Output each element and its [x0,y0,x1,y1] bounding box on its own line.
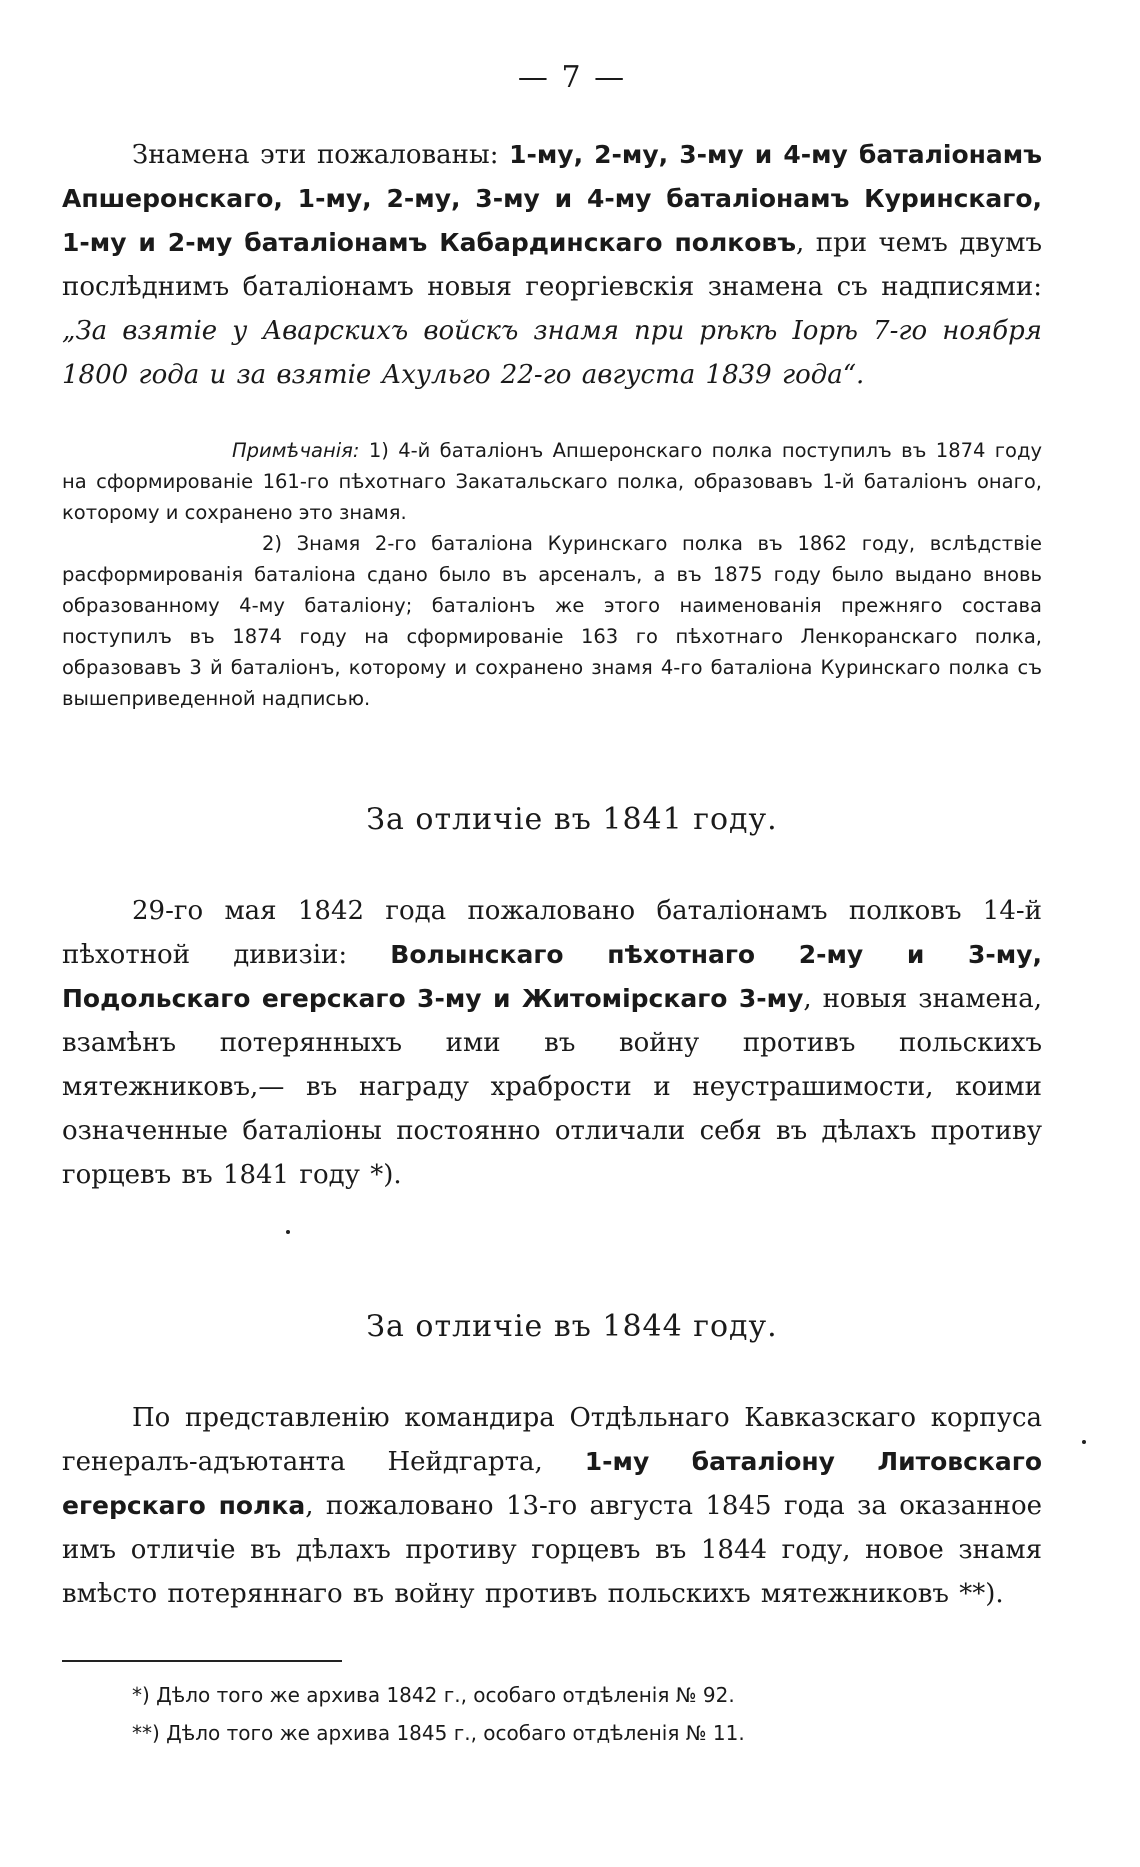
text: Знамена эти пожалованы: [132,140,510,170]
text: , новыя знамена, взамѣнъ потерянныхъ ими въ войну противъ польскихъ мятежниковъ,— въ награду храбрости и неустрашимости, коими означенные баталіоны постоянно отличали себя въ дѣлахъ противу горцевъ въ 1841 году *). [62,984,1043,1190]
page-number: — 7 — [517,60,627,95]
note-2: 2) Знамя 2-го баталіона Куринскаго полка въ 1862 году, вслѣдствіе расформированія баталіона сдано было въ арсеналъ, а въ 1875 году было выдано вновь образованному 4-му баталіону; баталіонъ же этого наименованія прежняго состава поступилъ въ 1874 году на сформированіе 163 го пѣхотнаго Ленкоранскаго полка, образовавъ 3 й баталіонъ, которому и сохранено знамя 4-го баталіона Куринскаго полка съ вышеприведенной надписью. [62,532,1042,710]
footnotes [132,1676,1042,1752]
section-heading-1841: За отличіе въ 1841 году. [366,802,778,837]
section-heading-1844: За отличіе въ 1844 году. [366,1309,778,1344]
text: 29-го мая 1842 года пожаловано баталіонамъ полковъ 14-й пѣхотной дивизіи: [62,896,1042,970]
bold-battalion: 1-му баталіону Литовскаго егерскаго полка [62,1447,1042,1520]
bold-regiments: Волынскаго пѣхотнаго 2-му и 3-му, Подольскаго егерскаго 3-му и Житомірскаго 3-му [62,940,1042,1013]
footnote-2: **) Дѣло того же архива 1845 г., особаго отдѣленія № 11. [132,1721,745,1745]
stray-ink-dot [286,1230,290,1234]
text: По представленію командира Отдѣльнаго Кавказскаго корпуса генералъ-адъютанта Нейдгарта, [62,1403,1042,1477]
text: , при чемъ двумъ послѣднимъ баталіонамъ новыя георгіевскія знамена съ надписями: [62,228,1042,302]
inscription-quote: „За взятіе у Аварскихъ войскъ знамя при рѣкѣ Іорѣ 7-го ноября 1800 года и за взятіе Ахульго 22-го августа 1839 года“. [62,316,1042,390]
paragraph-banners-granted [62,133,1042,397]
note-1 [62,435,1042,528]
footnote-divider [62,1660,342,1662]
text: , пожаловано 13-го августа 1845 года за оказанное имъ отличіе въ дѣлахъ противу горцевъ въ 1844 году, новое знамя вмѣсто потеряннаго въ войну противъ польскихъ мятежниковъ **). [62,1491,1042,1609]
paragraph-1841 [62,889,1042,1197]
document-page [62,60,1042,1752]
notes-label: Примѣчанія: [232,439,360,462]
bold-units: 1-му, 2-му, 3-му и 4-му баталіонамъ Апшеронскаго, 1-му, 2-му, 3-му и 4-му баталіонамъ Куринскаго, 1-му и 2-му баталіонамъ Кабардинскаго полковъ [62,140,1042,257]
stray-ink-dot [1082,1440,1086,1444]
paragraph-1844 [62,1396,1042,1616]
notes-block [62,435,1042,714]
note-1-text: 1) 4-й баталіонъ Апшеронскаго полка поступилъ въ 1874 году на сформированіе 161-го пѣхотнаго Закатальскаго полка, образовавъ 1-й баталіонъ онаго, которому и сохранено это знамя. [62,439,1042,524]
footnote-1: *) Дѣло того же архива 1842 г., особаго отдѣленія № 92. [132,1683,735,1707]
